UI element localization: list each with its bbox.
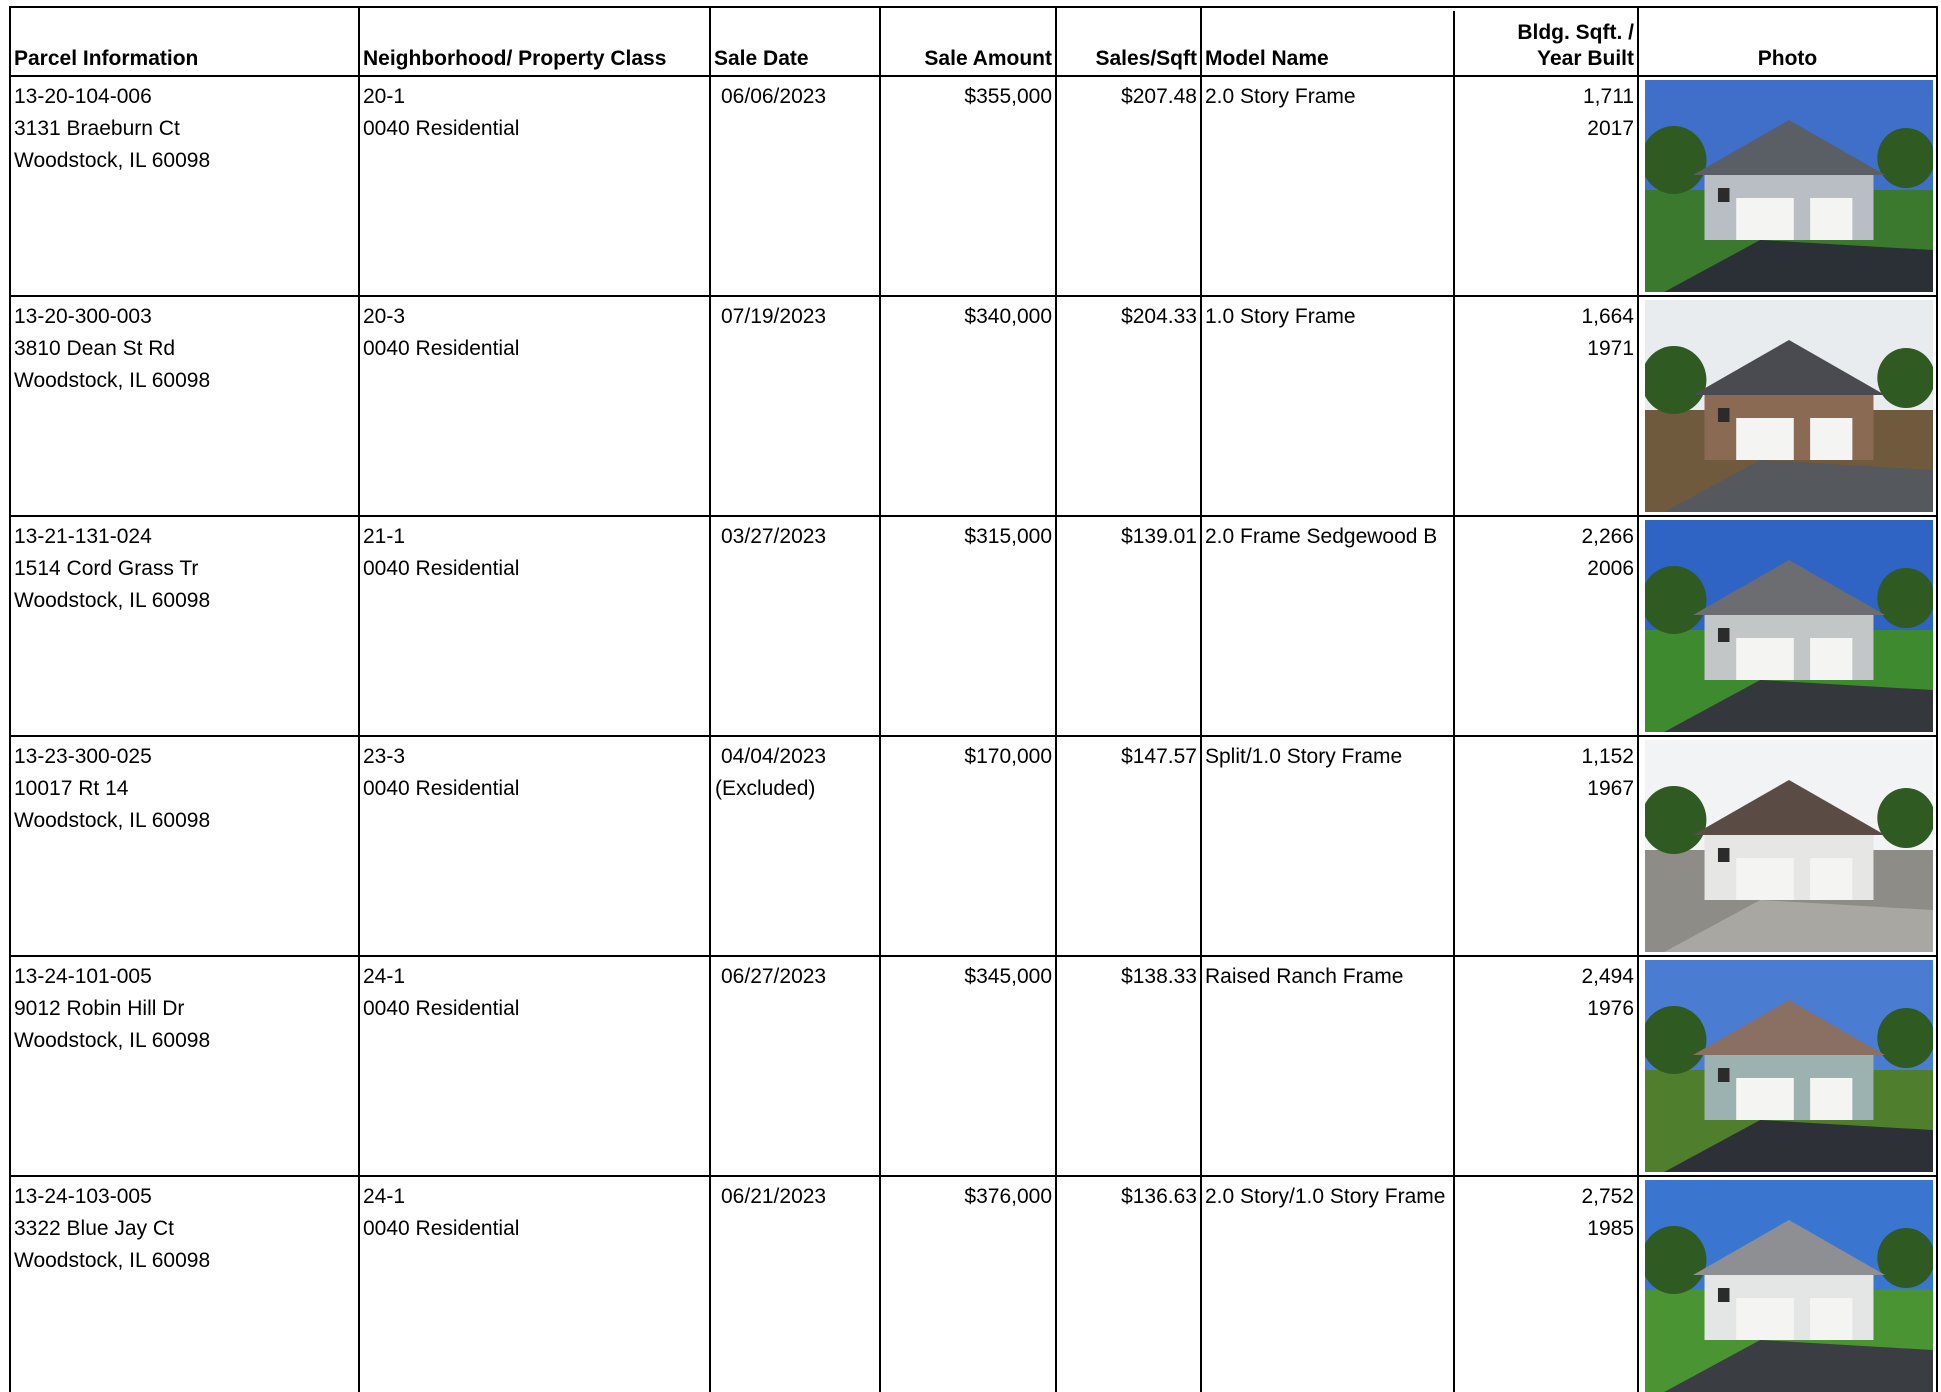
model-name-cell [1202,957,1453,1175]
parcel-street: 1514 Cord Grass Tr [14,557,199,580]
bldg-sqft: 2,752 [1581,1185,1634,1208]
neighborhood-code: 23-3 [363,745,406,768]
neighborhood-cell [359,76,710,296]
house-photo [1645,520,1933,732]
sale-amount-cell [880,516,1056,736]
table-row [10,956,1937,1176]
bldg-sqft: 1,664 [1581,305,1634,328]
header-year-built: Year Built [1537,47,1634,70]
year-built: 1967 [1587,777,1634,800]
parcel-cell [10,956,359,1176]
parcel-pin: 13-24-101-005 [14,965,152,988]
sale-date: 06/27/2023 [721,965,827,988]
bldg-sqft-cell [1453,737,1637,955]
house-photo [1645,740,1933,952]
photo-cell [1638,956,1937,1176]
model-name: 2.0 Story/1.0 Story Frame [1205,1185,1446,1208]
sales-per-sqft: $147.57 [1121,745,1197,768]
neighborhood-cell [359,1176,710,1392]
sales-per-sqft-cell [1056,956,1201,1176]
sale-amount: $340,000 [964,305,1052,328]
parcel-city: Woodstock, IL 60098 [14,149,211,172]
parcel-cell [10,76,359,296]
parcel-city: Woodstock, IL 60098 [14,589,211,612]
photo-cell [1638,1176,1937,1392]
house-photo [1645,300,1933,512]
year-built: 1971 [1587,337,1634,360]
parcel-city: Woodstock, IL 60098 [14,809,211,832]
sales-per-sqft: $136.63 [1121,1185,1197,1208]
bldg-sqft-cell [1453,77,1637,295]
property-class: 0040 Residential [363,337,520,360]
neighborhood-code: 24-1 [363,965,406,988]
year-built: 2006 [1587,557,1634,580]
sale-date-cell [710,76,880,296]
property-class: 0040 Residential [363,997,520,1020]
model-bldg-cell [1201,76,1638,296]
sale-date-cell [710,516,880,736]
house-photo [1645,1180,1933,1392]
model-bldg-cell [1201,736,1638,956]
header-bldg-sqft: Bldg. Sqft. / [1517,21,1634,44]
sale-date-cell [710,736,880,956]
model-name-cell [1202,77,1453,295]
neighborhood-cell [359,516,710,736]
bldg-sqft: 2,266 [1581,525,1634,548]
sale-date-cell [710,1176,880,1392]
neighborhood-code: 24-1 [363,1185,406,1208]
comparable-sales-sheet [9,6,1936,1388]
sales-per-sqft-cell [1056,1176,1201,1392]
neighborhood-cell [359,736,710,956]
table-row [10,76,1937,296]
model-bldg-cell [1201,516,1638,736]
property-class: 0040 Residential [363,777,520,800]
property-class: 0040 Residential [363,1217,520,1240]
header-photo: Photo [1638,7,1937,76]
property-class: 0040 Residential [363,117,520,140]
house-photo [1645,80,1933,292]
model-name-cell [1202,517,1453,735]
neighborhood-cell [359,296,710,516]
model-name-cell [1202,737,1453,955]
model-name: Split/1.0 Story Frame [1205,745,1403,768]
table-row [10,516,1937,736]
sale-amount: $315,000 [964,525,1052,548]
header-parcel-information: Parcel Information [10,7,359,76]
model-bldg-cell [1201,296,1638,516]
sale-date: 06/21/2023 [721,1185,827,1208]
sale-amount-cell [880,956,1056,1176]
bldg-sqft-cell [1453,297,1637,515]
neighborhood-cell [359,956,710,1176]
sales-per-sqft: $139.01 [1121,525,1197,548]
parcel-cell [10,1176,359,1392]
year-built: 2017 [1587,117,1634,140]
year-built: 1976 [1587,997,1634,1020]
bldg-sqft-cell [1453,1177,1637,1392]
sales-per-sqft-cell [1056,516,1201,736]
photo-cell [1638,296,1937,516]
sale-amount-cell [880,296,1056,516]
sale-amount-cell [880,1176,1056,1392]
sale-date-note: (Excluded) [715,777,816,800]
parcel-pin: 13-20-300-003 [14,305,152,328]
neighborhood-code: 21-1 [363,525,406,548]
model-bldg-cell [1201,956,1638,1176]
model-bldg-cell [1201,1176,1638,1392]
sale-date: 04/04/2023 [721,745,827,768]
parcel-street: 3322 Blue Jay Ct [14,1217,174,1240]
parcel-street: 3131 Braeburn Ct [14,117,180,140]
sale-date: 06/06/2023 [721,85,827,108]
sale-date-cell [710,296,880,516]
header-sales-per-sqft: Sales/Sqft [1056,7,1201,76]
house-photo [1645,960,1933,1172]
sales-per-sqft: $138.33 [1121,965,1197,988]
year-built: 1985 [1587,1217,1634,1240]
bldg-sqft: 1,152 [1581,745,1634,768]
header-sale-amount: Sale Amount [880,7,1056,76]
model-name: Raised Ranch Frame [1205,965,1404,988]
parcel-pin: 13-20-104-006 [14,85,152,108]
parcel-pin: 13-23-300-025 [14,745,152,768]
sales-per-sqft-cell [1056,76,1201,296]
sale-amount-cell [880,736,1056,956]
parcel-street: 3810 Dean St Rd [14,337,176,360]
model-name-cell [1202,1177,1453,1392]
photo-cell [1638,516,1937,736]
sale-amount-cell [880,76,1056,296]
sales-per-sqft-cell [1056,296,1201,516]
table-row [10,1176,1937,1392]
neighborhood-code: 20-3 [363,305,406,328]
parcel-cell [10,516,359,736]
bldg-sqft-cell [1453,957,1637,1175]
model-name-cell [1202,297,1453,515]
bldg-sqft: 1,711 [1583,85,1634,108]
table-row [10,736,1937,956]
sales-per-sqft: $204.33 [1121,305,1197,328]
model-name: 2.0 Story Frame [1205,85,1356,108]
header-row [10,7,1937,76]
sale-amount: $170,000 [964,745,1052,768]
parcel-pin: 13-24-103-005 [14,1185,152,1208]
parcel-street: 10017 Rt 14 [14,777,129,800]
header-model-name: Model Name [1205,47,1329,70]
header-neighborhood-property-class: Neighborhood/ Property Class [359,7,710,76]
parcel-city: Woodstock, IL 60098 [14,1249,211,1272]
parcel-cell [10,296,359,516]
model-name: 1.0 Story Frame [1205,305,1356,328]
photo-cell [1638,736,1937,956]
property-class: 0040 Residential [363,557,520,580]
sale-date: 07/19/2023 [721,305,827,328]
sale-amount: $376,000 [964,1185,1052,1208]
parcel-city: Woodstock, IL 60098 [14,369,211,392]
model-name: 2.0 Frame Sedgewood B [1205,525,1438,548]
header-sale-date: Sale Date [710,7,880,76]
sale-amount: $355,000 [964,85,1052,108]
photo-cell [1638,76,1937,296]
table-row [10,296,1937,516]
sales-per-sqft: $207.48 [1121,85,1197,108]
header-model-bldg-group [1201,7,1638,76]
bldg-sqft-cell [1453,517,1637,735]
header-bldg-sqft-year-built [1453,11,1637,75]
sales-per-sqft-cell [1056,736,1201,956]
sale-date-cell [710,956,880,1176]
sales-table [9,6,1938,1392]
parcel-pin: 13-21-131-024 [14,525,152,548]
parcel-city: Woodstock, IL 60098 [14,1029,211,1052]
bldg-sqft: 2,494 [1581,965,1634,988]
parcel-street: 9012 Robin Hill Dr [14,997,185,1020]
sale-amount: $345,000 [964,965,1052,988]
neighborhood-code: 20-1 [363,85,406,108]
parcel-cell [10,736,359,956]
sale-date: 03/27/2023 [721,525,827,548]
